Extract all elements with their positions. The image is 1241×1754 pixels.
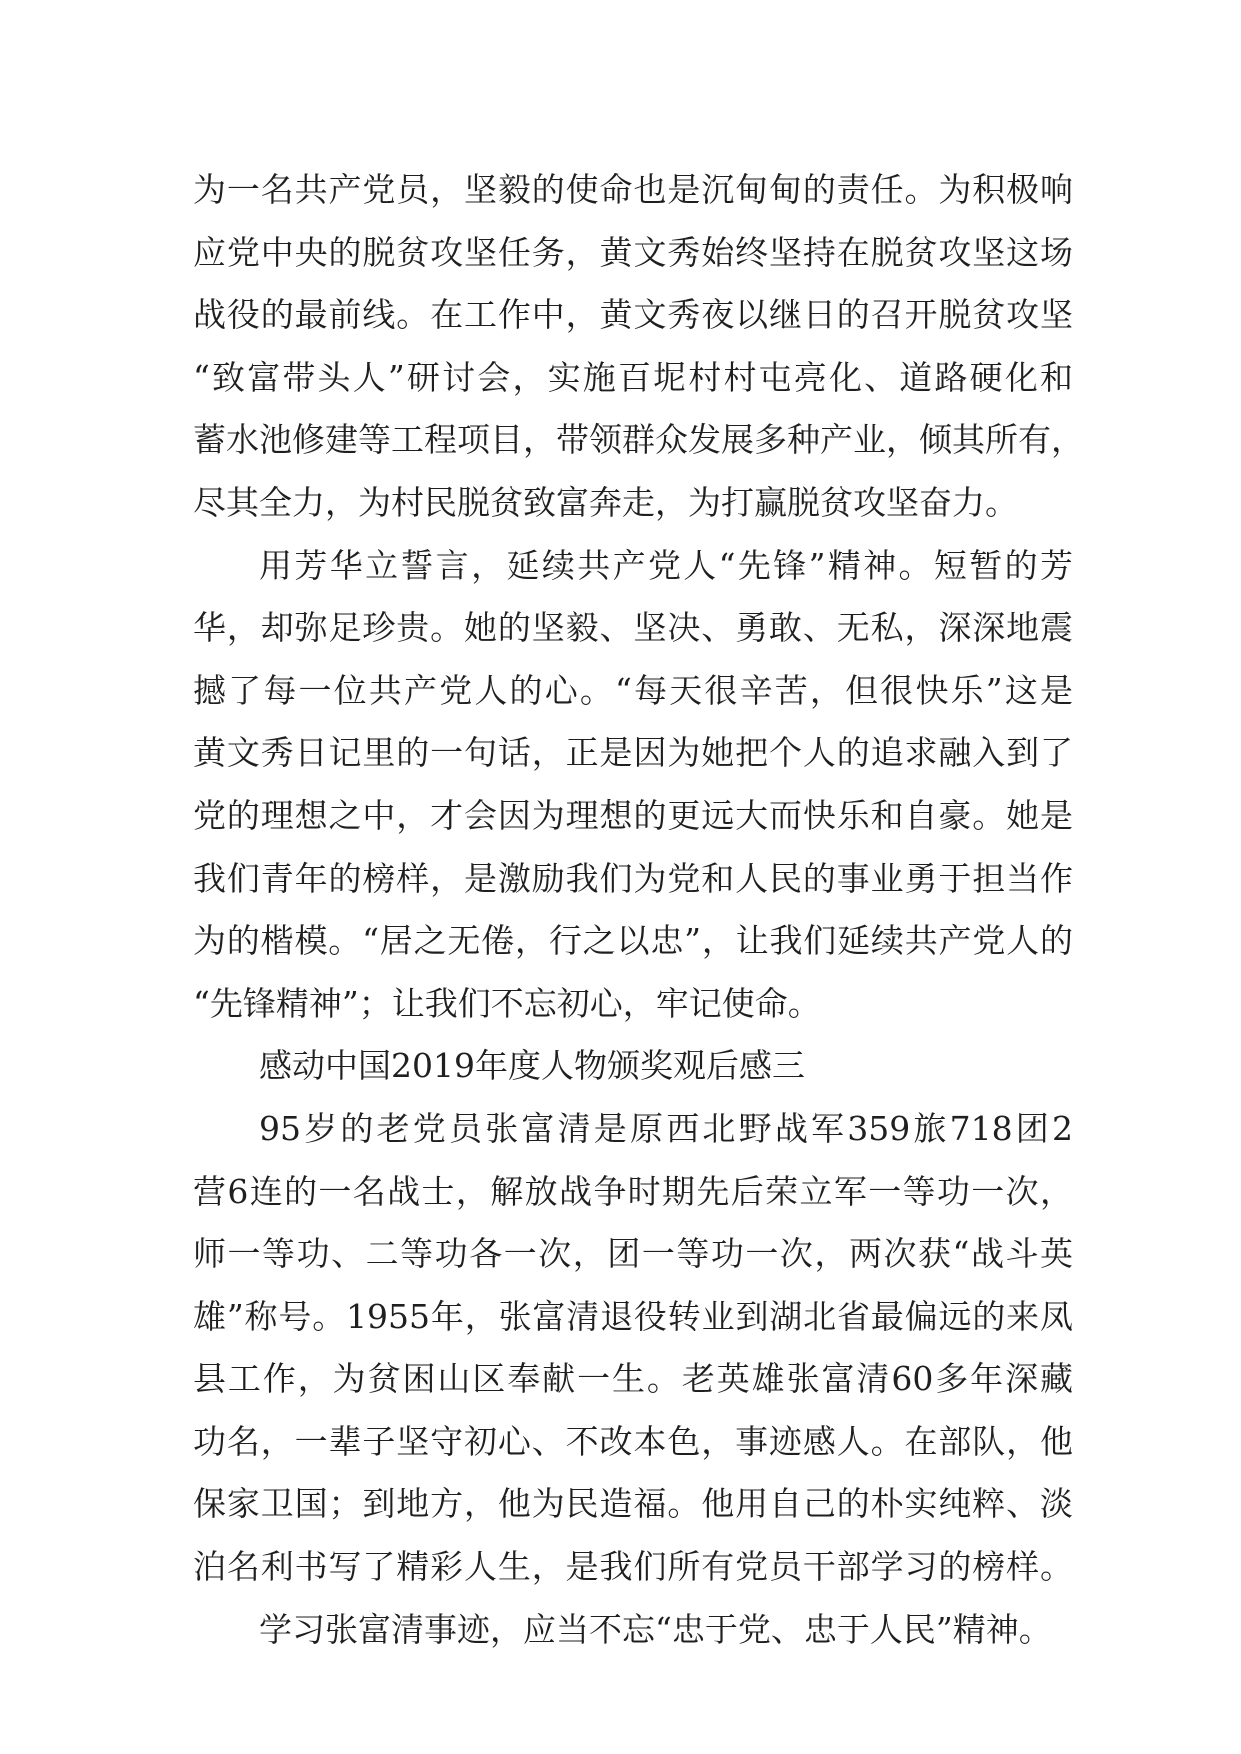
text-line: 党的理想之中，才会因为理想的更远大而快乐和自豪。她是 <box>193 795 1073 835</box>
text-line: 蓄水池修建等工程项目，带领群众发展多种产业，倾其所有， <box>193 420 1084 460</box>
text-line: 我们青年的榜样，是激励我们为党和人民的事业勇于担当作 <box>193 858 1073 898</box>
section-heading: 感动中国2019年度人物颁奖观后感三 <box>259 1046 805 1086</box>
text-line: 营6连的一名战士，解放战争时期先后荣立军一等功一次， <box>193 1171 1073 1211</box>
text-line: “先锋精神”；让我们不忘初心，牢记使命。 <box>193 983 821 1023</box>
text-line: 师一等功、二等功各一次，团一等功一次，两次获“战斗英 <box>193 1234 1073 1274</box>
text-line: 撼了每一位共产党人的心。“每天很辛苦，但很快乐”这是 <box>193 670 1073 710</box>
text-line: 应党中央的脱贫攻坚任务，黄文秀始终坚持在脱贫攻坚这场 <box>193 232 1073 272</box>
body-text <box>193 159 1084 1661</box>
text-line: 雄”称号。1955年，张富清退役转业到湖北省最偏远的来凤 <box>193 1296 1073 1336</box>
text-line: 用芳华立誓言，延续共产党人“先锋”精神。短暂的芳 <box>259 545 1073 585</box>
text-line: 功名，一辈子坚守初心、不改本色，事迹感人。在部队，他 <box>193 1421 1073 1461</box>
text-line: “致富带头人”研讨会，实施百坭村村屯亮化、道路硬化和 <box>193 357 1073 397</box>
text-line: 泊名利书写了精彩人生，是我们所有党员干部学习的榜样。 <box>193 1547 1073 1587</box>
text-line: 保家卫国；到地方，他为民造福。他用自己的朴实纯粹、淡 <box>193 1484 1073 1524</box>
text-line: 学习张富清事迹，应当不忘“忠于党、忠于人民”精神。 <box>259 1609 1052 1649</box>
text-line: 战役的最前线。在工作中，黄文秀夜以继日的召开脱贫攻坚 <box>193 295 1073 335</box>
text-line: 为一名共产党员，坚毅的使命也是沉甸甸的责任。为积极响 <box>193 170 1073 209</box>
text-line: 华，却弥足珍贵。她的坚毅、坚决、勇敢、无私，深深地震 <box>193 608 1073 648</box>
text-line: 95岁的老党员张富清是原西北野战军359旅718团2 <box>259 1108 1073 1148</box>
text-line: 尽其全力，为村民脱贫致富奔走，为打赢脱贫攻坚奋力。 <box>193 482 1018 522</box>
text-line: 县工作，为贫困山区奉献一生。老英雄张富清60多年深藏 <box>193 1359 1073 1399</box>
text-line: 黄文秀日记里的一句话，正是因为她把个人的追求融入到了 <box>193 733 1073 773</box>
text-line: 为的楷模。“居之无倦，行之以忠”，让我们延续共产党人的 <box>193 921 1073 961</box>
